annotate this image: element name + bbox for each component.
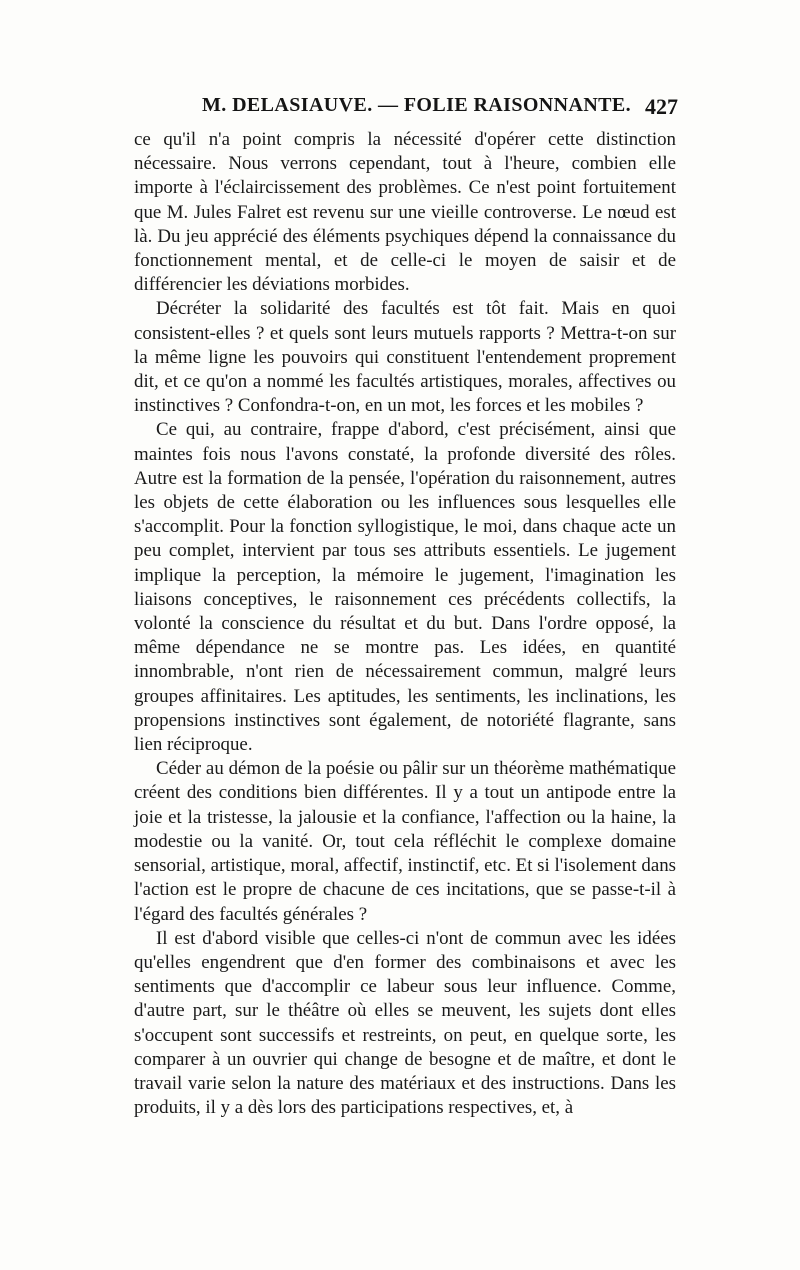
- paragraph-5: Il est d'abord visible que celles-ci n'ont de commun avec les idées qu'elles engendrent que d'en former des combinaisons et avec les sentiments que d'accomplir ce labeur sous leur influence. Comme, d'autre part, sur le théâtre où elles se meuvent, les sujets dont elles s'occupent sont successifs et restreints, on peut, en quelque sorte, les comparer à un ouvrier qui change de besogne et de maître, et dont le travail varie selon la nature des matériaux et des instructions. Dans les produits, il y a dès lors des participations respectives, et, à: [134, 927, 676, 1119]
- paragraph-1: ce qu'il n'a point compris la nécessité d'opérer cette distinction nécessaire. Nous verrons cependant, tout à l'heure, combien elle importe à l'éclaircissement des problèmes. Ce n'est point fortuitement que M. Jules Falret est revenu sur une vieille controverse. Le nœud est là. Du jeu apprécié des éléments psychiques dépend la connaissance du fonctionnement mental, et de celle-ci le moyen de saisir et de différencier les déviations morbides.: [134, 129, 676, 296]
- paragraph-3: Ce qui, au contraire, frappe d'abord, c'est précisément, ainsi que maintes fois nous l'avons constaté, la profonde diversité des rôles. Autre est la formation de la pensée, l'opération du raisonnement, autres les objets de cette élaboration ou les influences sous lesquelles elle s'accomplit. Pour la fonction syllogistique, le moi, dans chaque acte un peu complet, intervient par tous ses attributs essentiels. Le jugement implique la perception, la mémoire le jugement, l'imagination les liaisons conceptives, le raisonnement ces précédents collectifs, la volonté la conscience du résultat et du but. Dans l'ordre opposé, la même dépendance ne se montre pas. Les idées, en quantité innombrable, n'ont rien de nécessairement commun, malgré leurs groupes affinitaires. Les aptitudes, les sentiments, les inclinations, les propensions instinctives sont également, de notoriété flagrante, sans lien réciproque.: [134, 419, 676, 756]
- body-text: [134, 128, 676, 1120]
- paragraph-4: Céder au démon de la poésie ou pâlir sur un théorème mathématique créent des conditions bien différentes. Il y a tout un antipode entre la joie et la tristesse, la jalousie et la confiance, l'affection ou la haine, la modestie ou la vanité. Or, tout cela réfléchit le complexe domaine sensorial, artistique, moral, affectif, instinctif, etc. Et si l'isolement dans l'action est le propre de chacune de ces incitations, que se passe-t-il à l'égard des facultés générales ?: [134, 758, 676, 925]
- paragraph-2: Décréter la solidarité des facultés est tôt fait. Mais en quoi consistent-elles ? et quels sont leurs mutuels rapports ? Mettra-t-on sur la même ligne les pouvoirs qui constituent l'entendement proprement dit, et ce qu'on a nommé les facultés artistiques, morales, affectives ou instinctives ? Confondra-t-on, en un mot, les forces et les mobiles ?: [134, 298, 676, 417]
- running-head: M. DELASIAUVE. — FOLIE RAISONNANTE.: [202, 94, 632, 116]
- page-number: 427: [645, 94, 678, 119]
- page-header: [134, 90, 676, 124]
